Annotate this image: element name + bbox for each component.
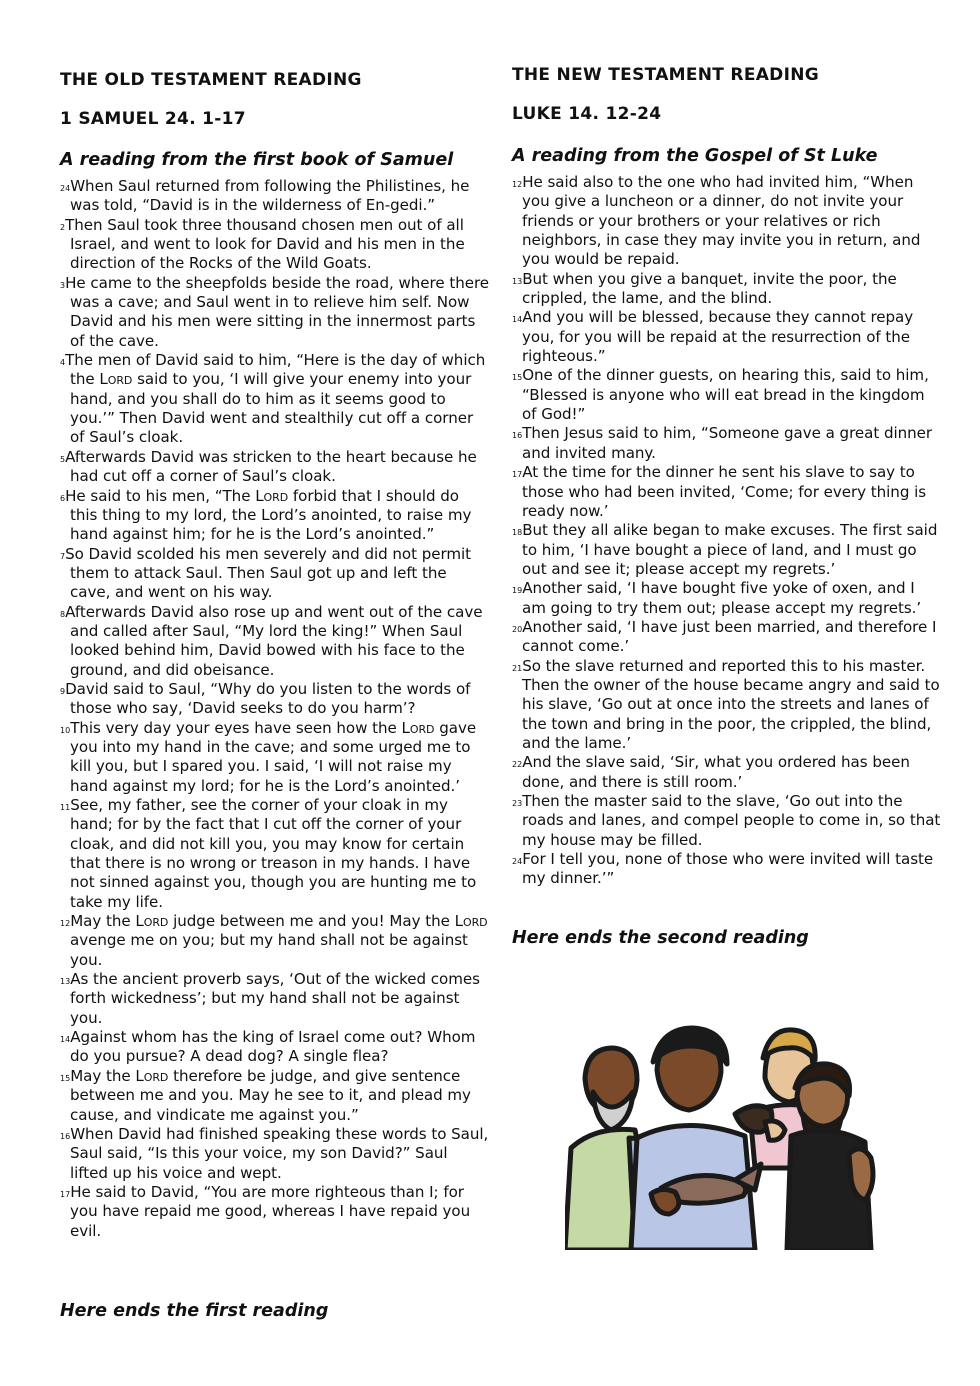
verse-number: 13 [512,276,523,286]
verse-number: 3 [60,280,66,290]
verse [512,463,942,521]
verse [512,792,942,850]
verse-text: He came to the sheepfolds beside the road, where there was a cave; and Saul went in to relieve him self. Now David and his men were sitting in the innermost parts of the cave. [65,273,490,350]
verse-text: He said also to the one who had invited him, “When you give a luncheon or a dinner, do not invite your friends or your brothers or your relatives or rich neighbors, in case they may invite you in return, and you would be repaid. [522,173,921,269]
verse [512,850,942,889]
verse-number: 19 [512,586,523,596]
verse-text: See, my father, see the corner of your cloak in my hand; for by the fact that I cut off the corner of your cloak, and did not kill you, you may know for certain that there is no wrong or treason in my hands. I have not sinned against you, though you are hunting me to take my life. [70,796,477,911]
verse [512,579,942,618]
verse [60,719,490,796]
verse [512,173,942,270]
verse-text: Afterwards David also rose up and went out of the cave and called after Saul, “My lord the king!” When Saul looked behind him, David bowed with his face to the ground, and did obeisance. [65,602,483,679]
verse-number: 21 [512,663,523,673]
verse [60,970,490,1028]
verse-number: 16 [512,431,523,441]
old-testament-ending: Here ends the first reading [60,1301,329,1321]
verse-number: 9 [60,686,66,696]
verse-text: So David scolded his men severely and did not permit them to attack Saul. Then Saul got up and left the cave, and went on his way. [65,544,472,602]
verse-text: forbid that I should do this thing to my lord, the Lord’s anointed, to raise my hand against him; for he is the Lord’s anointed.” [70,486,472,544]
new-testament-ending: Here ends the second reading [512,928,809,948]
verse-text: One of the dinner guests, on hearing this, said to him, “Blessed is anyone who will eat bread in the kingdom of God!” [522,366,929,424]
verse [60,216,490,274]
verse [60,912,490,970]
verse-text: For I tell you, none of those who were invited will taste my dinner.’” [522,850,934,888]
verse-text: When David had finished speaking these words to Saul, Saul said, “Is this your voice, my son David?” Saul lifted up his voice and wept. [70,1124,489,1182]
divine-name: Lord [454,912,488,931]
verse [60,1028,490,1067]
verse-number: 12 [512,180,523,189]
old-testament-heading: THE OLD TESTAMENT READING [60,70,362,90]
verse-number: 5 [60,454,66,464]
new-testament-reference: LUKE 14. 12-24 [512,104,662,124]
verse-text: So the slave returned and reported this to his master. Then the owner of the house became angry and said to his slave, ‘Go out at once into the streets and lanes of the town and bring in the poor, the crippled, the blind, and the lame.’ [522,656,940,752]
verse-text: And the slave said, ‘Sir, what you ordered has been done, and there is still room.’ [522,753,910,791]
verse [60,1183,490,1241]
verse [512,366,942,424]
verse-number: 16 [60,1131,71,1141]
verse-text: said to you, ‘I will give your enemy into your hand, and you shall do to him as it seems good to you.’” Then David went and stealthily cut off a corner of Saul’s cloak. [70,370,474,447]
verse [60,274,490,351]
verse-text: When Saul returned from following the Philistines, he was told, “David is in the wilderness of En-gedi.” [70,177,470,215]
verse-number: 20 [512,624,523,634]
verse-number: 15 [60,1073,71,1083]
verse-text: gave you into my hand in the cave; and some urged me to kill you, but I spared you. I said, ‘I will not raise my hand against my lord; for he is the Lord’s anointed.’ [70,718,477,795]
new-testament-verses [512,173,942,889]
verse [60,448,490,487]
verse-number: 13 [60,977,71,987]
verse-number: 6 [60,493,66,503]
verse-text: Another said, ‘I have just been married, and therefore I cannot come.’ [522,617,937,656]
verse-text: And you will be blessed, because they cannot repay you, for you will be repaid at the resurrection of the righteous.” [522,308,914,366]
verse-number: 2 [60,222,66,232]
verse-number: 7 [60,551,66,561]
verse [60,680,490,719]
verse [512,521,942,579]
verse [60,487,490,545]
divine-name: Lord [135,912,169,931]
divine-name: Lord [99,370,133,389]
new-testament-heading: THE NEW TESTAMENT READING [512,65,820,85]
verse-text: judge between me and you! May the [168,912,455,931]
verse-number: 11 [60,803,71,812]
verse [512,618,942,657]
verse-text: May the [70,912,136,931]
new-testament-intro: A reading from the Gospel of St Luke [512,146,878,166]
verse-number: 24 [60,184,71,193]
verse-number: 14 [512,315,523,325]
verse-text: therefore be judge, and give sentence between me and you. May he see to it, and plead my cause, and vindicate me against you.” [70,1066,471,1124]
verse-number: 15 [512,373,523,383]
verse [60,1067,490,1125]
verse-number: 22 [512,760,523,770]
verse [60,796,490,912]
verse-number: 23 [512,799,523,808]
verse [512,424,942,463]
verse-text: The men of David said to him, “Here is the day of which the [65,351,486,389]
divine-name: Lord [401,718,435,737]
verse-number: 10 [60,725,71,735]
old-testament-intro: A reading from the first book of Samuel [60,150,454,170]
verse-number: 18 [512,528,523,538]
verse [60,603,490,680]
verse-text: David said to Saul, “Why do you listen to the words of those who say, ‘David seeks to do you harm’? [65,679,471,718]
verse-text: Then the master said to the slave, ‘Go out into the roads and lanes, and compel people to come in, so that my house may be filled. [522,792,941,849]
verse-text: He said to his men, “The [65,486,256,505]
verse [60,351,490,448]
divine-name: Lord [135,1066,169,1085]
verse-number: 8 [60,609,66,619]
verse-number: 17 [512,470,523,480]
verse-text: As the ancient proverb says, ‘Out of the wicked comes forth wickedness’; but my hand shall not be against you. [70,970,480,1027]
verse-text: He said to David, “You are more righteous than I; for you have repaid me good, whereas I have repaid you evil. [70,1182,471,1240]
verse-text: At the time for the dinner he sent his slave to say to those who had been invited, ‘Come; for every thing is ready now.’ [522,463,927,520]
verse-text: May the [70,1066,136,1085]
verse [60,545,490,603]
verse-number: 24 [512,857,523,867]
verse [512,308,942,366]
verse-number: 12 [60,919,71,929]
verse-text: avenge me on you; but my hand shall not be against you. [70,931,468,969]
verse-text: Then Saul took three thousand chosen men out of all Israel, and went to look for David and his men in the direction of the Rocks of the Wild Goats. [65,215,465,273]
verse-text: Against whom has the king of Israel come out? Whom do you pursue? A dead dog? A single flea? [70,1028,476,1066]
disciples-with-fish-illustration [565,1018,885,1250]
verse [60,177,490,216]
verse [60,1125,490,1183]
verse [512,270,942,309]
verse-number: 14 [60,1035,71,1045]
verse-number: 17 [60,1189,71,1199]
verse [512,657,942,754]
verse-number: 4 [60,358,66,368]
verse-text: Then Jesus said to him, “Someone gave a great dinner and invited many. [522,424,933,462]
verse [512,753,942,792]
old-testament-reference: 1 SAMUEL 24. 1-17 [60,109,246,129]
old-testament-verses [60,177,490,1241]
verse-text: But when you give a banquet, invite the poor, the crippled, the lame, and the blind. [522,269,897,308]
verse-text: Another said, ‘I have bought five yoke of oxen, and I am going to try them out; please accept my regrets.’ [522,579,922,617]
divine-name: Lord [255,486,289,505]
verse-text: This very day your eyes have seen how the [70,718,402,737]
verse-text: Afterwards David was stricken to the heart because he had cut off a corner of Saul’s cloak. [65,447,477,486]
verse-text: But they all alike began to make excuses. The first said to him, ‘I have bought a piece of land, and I must go out and see it; please accept my regrets.’ [522,521,938,578]
